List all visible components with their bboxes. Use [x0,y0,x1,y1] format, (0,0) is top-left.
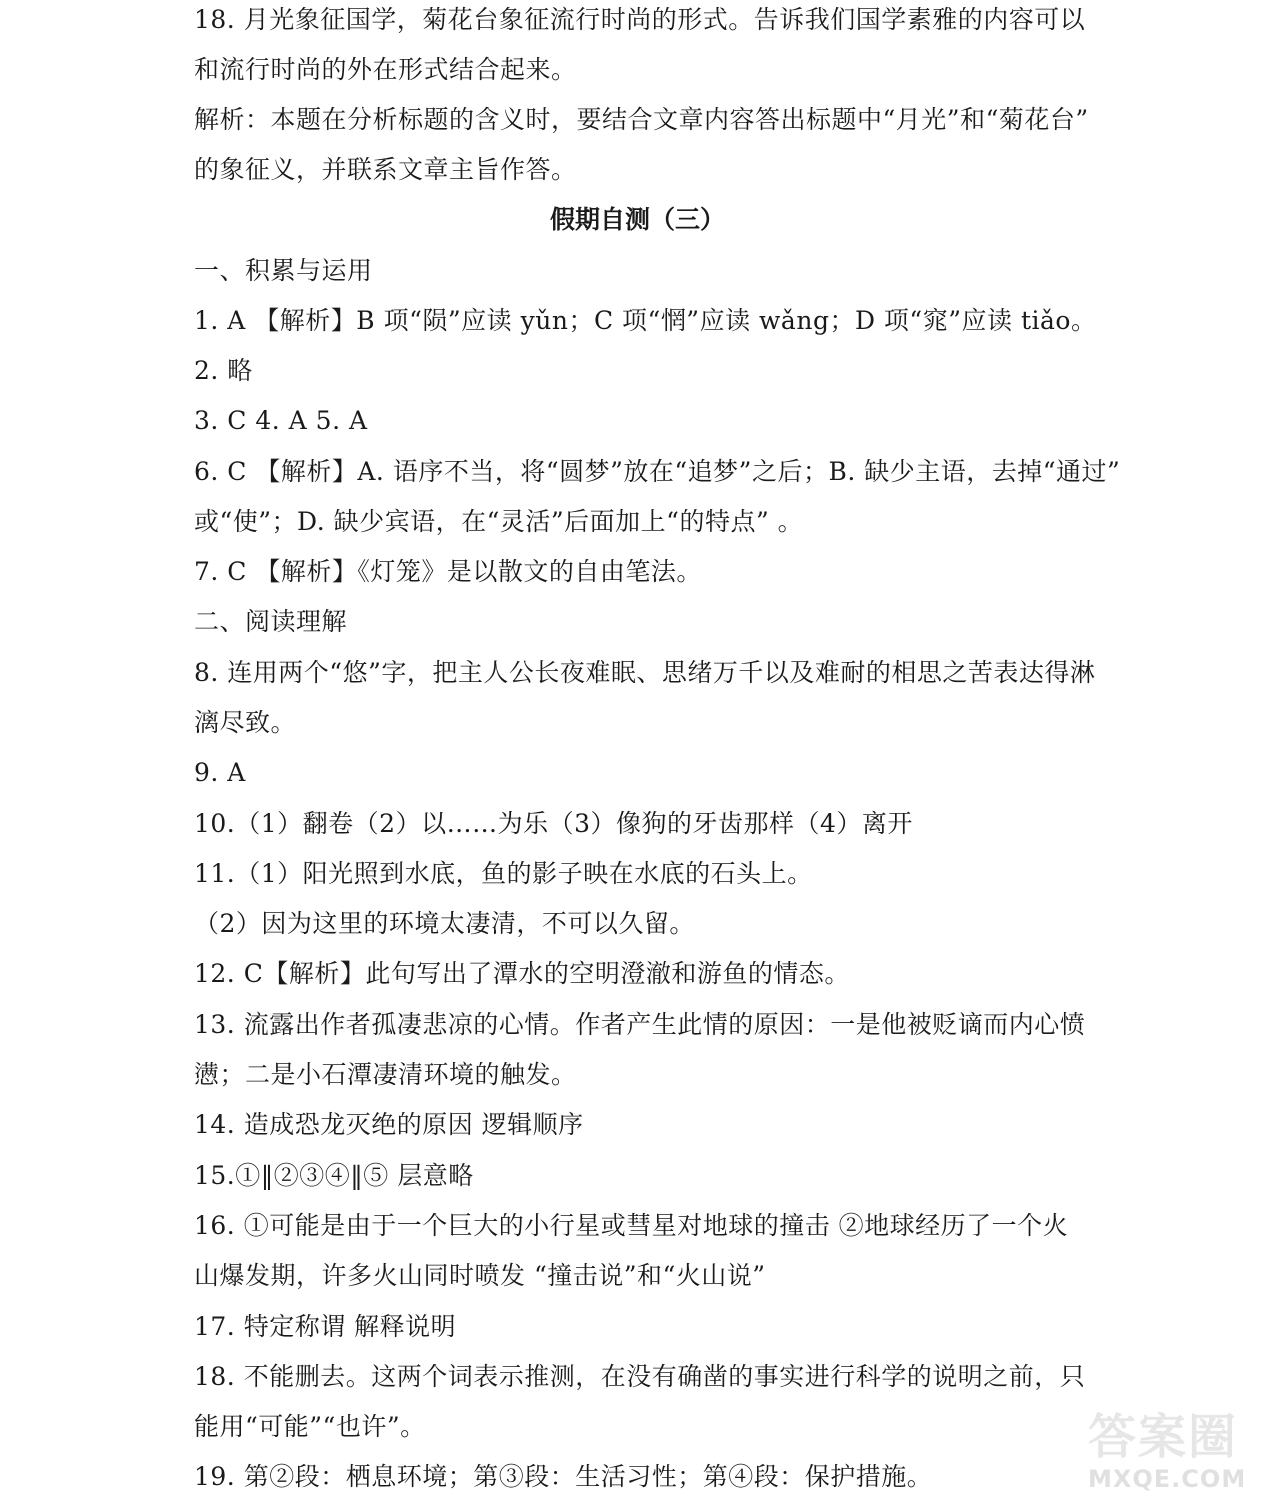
text-line: 16. ①可能是由于一个巨大的小行星或彗星对地球的撞击 ②地球经历了一个火 [194,1211,1069,1240]
text-line: （2）因为这里的环境太凄清，不可以久留。 [194,909,695,938]
text-line: 懑；二是小石潭凄清环境的触发。 [194,1060,577,1089]
text-line: 一、积累与运用 [194,256,373,285]
text-line: 漓尽致。 [194,708,297,737]
text-line: 18. 月光象征国学，菊花台象征流行时尚的形式。告诉我们国学素雅的内容可以 [194,5,1086,34]
text-line: 二、阅读理解 [194,607,348,636]
section-heading: 假期自测（三） [550,205,726,234]
watermark [1088,1398,1268,1493]
text-line: 11.（1）阳光照到水底，鱼的影子映在水底的石头上。 [194,859,813,888]
watermark-site: MXQE.COM [1088,1465,1247,1493]
text-line: 能用“可能”“也许”。 [194,1412,426,1441]
text-line: 13. 流露出作者孤凄悲凉的心情。作者产生此情的原因：一是他被贬谪而内心愤 [194,1010,1086,1039]
text-line: 和流行时尚的外在形式结合起来。 [194,55,577,84]
text-line: 14. 造成恐龙灭绝的原因 逻辑顺序 [194,1110,584,1139]
text-line: 1. A 【解析】B 项“陨”应读 yǔn；C 项“惘”应读 wǎng；D 项“窕”应读 tiǎo。 [194,306,1097,335]
text-line: 山爆发期，许多火山同时喷发 “撞击说”和“火山说” [194,1261,766,1290]
text-line: 或“使”；D. 缺少宾语，在“灵活”后面加上“的特点” 。 [194,507,804,536]
text-line: 19. 第②段：栖息环境；第③段：生活习性；第④段：保护措施。 [194,1462,933,1491]
text-line: 7. C 【解析】《灯笼》是以散文的自由笔法。 [194,557,702,586]
text-line: 8. 连用两个“悠”字，把主人公长夜难眠、思绪万千以及难耐的相思之苦表达得淋 [194,658,1096,687]
text-line: 9. A [194,758,246,787]
text-line: 3. C 4. A 5. A [194,406,368,435]
text-line: 2. 略 [194,356,253,385]
text-line: 10.（1）翻卷（2）以……为乐（3）像狗的牙齿那样（4）离开 [194,809,913,838]
text-line: 17. 特定称谓 解释说明 [194,1312,457,1341]
text-line: 12. C【解析】此句写出了潭水的空明澄澈和游鱼的情态。 [194,959,850,988]
watermark-logo: 答案圈 [1088,1409,1239,1465]
text-line: 15.①‖②③④‖⑤ 层意略 [194,1161,474,1190]
text-line: 解析：本题在分析标题的含义时，要结合文章内容答出标题中“月光”和“菊花台” [194,105,1089,134]
text-line: 18. 不能删去。这两个词表示推测，在没有确凿的事实进行科学的说明之前，只 [194,1362,1086,1391]
text-line: 的象征义，并联系文章主旨作答。 [194,155,577,184]
text-line: 6. C 【解析】A. 语序不当，将“圆梦”放在“追梦”之后；B. 缺少主语，去掉“通过” [194,457,1121,486]
